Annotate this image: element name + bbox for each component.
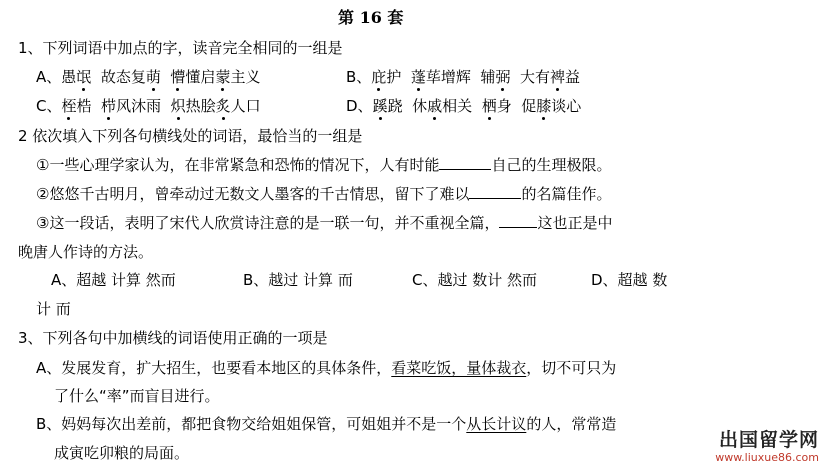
q2-s3-part-a: ③这一段话，表明了宋代人欣赏诗注意的是一联一句，并不重视全篇， xyxy=(36,214,500,232)
option-text: 愚 xyxy=(61,68,77,86)
q1-option-b xyxy=(346,67,580,87)
q3-option-a-cont: 了什么“率”而盲目进行。 xyxy=(54,387,220,405)
q2-sentence-2 xyxy=(36,184,611,204)
option-text: 大有 xyxy=(510,68,550,86)
q2-s2-part-a: ②悠悠千古明月，曾牵动过无数文人墨客的千古情思，留下了难以 xyxy=(36,185,470,203)
dotted-character: 懵 xyxy=(170,68,186,86)
q2-s1-part-b: 自己的生理极限。 xyxy=(491,156,612,174)
q2-s1-blank xyxy=(439,155,491,170)
q2-options xyxy=(51,270,667,290)
option-label: B、 xyxy=(346,68,372,86)
q2-s2-blank xyxy=(469,184,521,199)
q3-stem: 3、下列各句中加横线的词语使用正确的一项是 xyxy=(18,329,328,347)
option-label: D、 xyxy=(346,97,373,115)
option-label: A、 xyxy=(36,68,62,86)
q3-option-b-cont: 成寅吃卯粮的局面。 xyxy=(54,444,190,462)
dotted-character: 戚 xyxy=(427,97,443,115)
option-text: 身 促 xyxy=(496,97,537,115)
dotted-character: 庇 xyxy=(371,68,387,86)
q3-a-underlined-phrase: 看菜吃饭，量体裁衣 xyxy=(391,359,527,377)
q2-s3-blank xyxy=(499,213,537,228)
q2-option-b: B、越过 计算 而 xyxy=(243,271,353,289)
option-text: 相关 xyxy=(442,97,482,115)
q2-s3-part-b: 这也正是中 xyxy=(537,214,613,232)
dotted-character: 弼 xyxy=(495,68,511,86)
q3-b-underlined-phrase: 从长计议 xyxy=(466,415,527,433)
dotted-character: 栉 xyxy=(101,97,117,115)
option-text: 主义 xyxy=(230,68,261,86)
exam-title: 第 16 套 xyxy=(338,8,404,27)
dotted-character: 裨 xyxy=(550,68,566,86)
q3-a-part-b: ，切不可只为 xyxy=(526,359,617,377)
q2-option-c: C、越过 数计 然而 xyxy=(412,271,538,289)
q1-stem: 1、下列词语中加点的字，读音完全相同的一组是 xyxy=(18,39,343,57)
option-text: 护 xyxy=(386,68,411,86)
option-text: 荜增辉 xyxy=(425,68,481,86)
dotted-character: 炙 xyxy=(215,97,231,115)
option-text: 人口 xyxy=(230,97,261,115)
option-text: 故态复 xyxy=(91,68,146,86)
option-text xyxy=(161,68,171,86)
q2-option-a: A、超越 计算 然而 xyxy=(51,271,176,289)
dotted-character: 蒙 xyxy=(215,68,231,86)
q1-option-a xyxy=(36,67,260,87)
q2-stem: 2 依次填入下列各句横线处的词语，最恰当的一组是 xyxy=(18,127,363,145)
q2-sentence-1 xyxy=(36,155,611,175)
option-text: 梏 xyxy=(76,97,102,115)
dotted-character: 膝 xyxy=(536,97,552,115)
q2-option-d-cont: 计 而 xyxy=(36,300,71,318)
q2-option-d: D、超越 数 xyxy=(591,271,668,289)
dotted-character: 氓 xyxy=(76,68,92,86)
option-text: 风沐雨 xyxy=(116,97,171,115)
q1-option-c xyxy=(36,96,261,116)
dotted-character: 栖 xyxy=(481,97,497,115)
dotted-character: 蹊 xyxy=(372,97,388,115)
site-watermark xyxy=(679,429,819,465)
option-text: 跷 休 xyxy=(387,97,428,115)
option-text: 热脍 xyxy=(185,97,216,115)
dotted-character: 萌 xyxy=(145,68,161,86)
option-text: 益 xyxy=(565,68,581,86)
q1-option-d xyxy=(346,96,581,116)
q3-option-a xyxy=(36,358,616,378)
q3-b-part-a: B、妈妈每次出差前，都把食物交给姐姐保管，可姐姐并不是一个 xyxy=(36,415,467,433)
option-text: 懂启 xyxy=(185,68,216,86)
option-text: 辅 xyxy=(480,68,496,86)
q2-sentence-3-cont: 晚唐人作诗的方法。 xyxy=(18,243,154,261)
q2-sentence-3 xyxy=(36,213,612,233)
q2-s1-part-a: ①一些心理学家认为，在非常紧急和恐怖的情况下，人有时能 xyxy=(36,156,440,174)
q3-option-b xyxy=(36,414,616,434)
dotted-character: 蓬 xyxy=(410,68,426,86)
q3-b-part-b: 的人，常常造 xyxy=(526,415,617,433)
watermark-site-name: 出国留学网 xyxy=(718,429,819,451)
dotted-character: 炽 xyxy=(170,97,186,115)
option-label: C、 xyxy=(36,97,62,115)
q3-a-part-a: A、发展发育，扩大招生，也要看本地区的具体条件， xyxy=(36,359,392,377)
option-text: 谈心 xyxy=(551,97,582,115)
dotted-character: 桎 xyxy=(61,97,77,115)
q2-s2-part-b: 的名篇佳作。 xyxy=(521,185,612,203)
watermark-url: www.liuxue86.com xyxy=(715,451,819,464)
